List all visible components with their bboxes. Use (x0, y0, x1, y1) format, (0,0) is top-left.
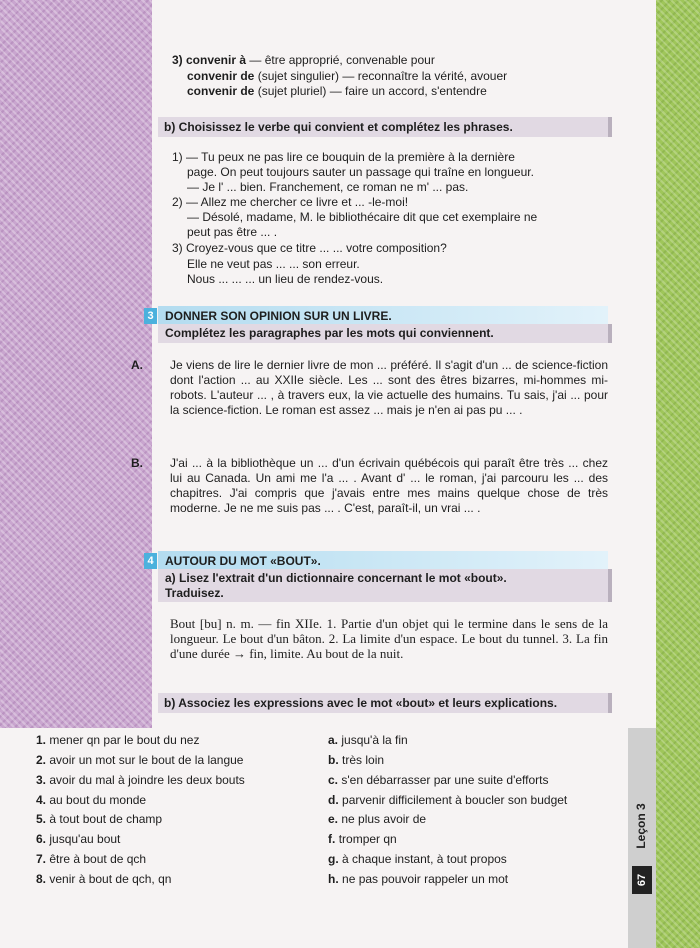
section-4-badge: 4 (144, 553, 157, 569)
dictionary-entry: Bout [bu] n. m. — fin XIIe. 1. Partie d'un objet qui le termine dans le sens de la longueur. Le bout d'un bâton. 2. La limite d'un espace. Le bout du tunnel. 3. La fin d'une durée → fin, limite. Au bout de la nuit. (170, 616, 608, 661)
section-3-badge: 3 (144, 308, 157, 324)
definition-convenir-de-singulier (187, 69, 507, 84)
exercise-b-line: — Je l' ... bien. Franchement, ce roman ne m' ... pas. (187, 180, 469, 194)
definition-convenir-de-pluriel (187, 84, 487, 99)
exercise-b-line: — Désolé, madame, M. le bibliothécaire dit que cet exemplaire ne (187, 210, 538, 224)
list-item (36, 832, 120, 847)
item-text: ne plus avoir de (341, 812, 427, 826)
item-text: très loin (342, 753, 385, 767)
item-text: jusqu'à la fin (341, 733, 408, 747)
paragraph-a-text: Je viens de lire le dernier livre de mon ... préféré. Il s'agit d'un ... de science-fiction dont l'action ... au XXIIe siècle. Les ... sont des êtres bizarres, mi-hommes mi-robots. L'auteur ... , à travers eux, la vie actuelle des humains. Tu sais, j'ai ... pour la science-fiction. Le roman est assez ... mais je n'en ai pas pu ... . (170, 358, 608, 417)
list-item (328, 733, 408, 748)
term-convenir-a: 3) convenir à (172, 53, 247, 67)
item-number: 7. (36, 852, 47, 866)
exercise-b-line: 1) — Tu peux ne pas lire ce bouquin de la première à la dernière (172, 150, 515, 164)
list-item (36, 793, 146, 808)
item-text: jusqu'au bout (49, 832, 121, 846)
item-number: 3. (36, 773, 47, 787)
item-text: au bout du monde (49, 793, 147, 807)
item-letter: h. (328, 872, 339, 886)
lesson-label: Leçon 3 (634, 803, 648, 849)
exercise-b-line: 3) Croyez-vous que ce titre ... ... votre composition? (172, 241, 447, 255)
definition-text: — être approprié, convenable pour (246, 53, 435, 67)
page-number (632, 866, 652, 894)
list-item (36, 872, 171, 887)
item-number: 5. (36, 812, 47, 826)
term-convenir-de: convenir de (187, 84, 255, 98)
list-item (36, 812, 162, 827)
item-number: 4. (36, 793, 47, 807)
definition-convenir-a (172, 53, 435, 68)
paragraph-b-text: J'ai ... à la bibliothèque un ... d'un écrivain québécois qui paraît être très ... chez lui au Canada. Un ami me l'a ... . Avant d' ... le roman, j'ai parcouru les ... des chapitres. J'ai compris que j'avais entre mes mains quelque chose de très moderne. Je ne me suis pas ... . C'est, paraît-il, un vrai ... . (170, 456, 608, 515)
item-text: à chaque instant, à tout propos (342, 852, 507, 866)
item-letter: a. (328, 733, 339, 747)
term-convenir-de: convenir de (187, 69, 255, 83)
list-item (36, 773, 245, 788)
item-number: 2. (36, 753, 47, 767)
item-text: venir à bout de qch, qn (49, 872, 172, 886)
item-letter: c. (328, 773, 339, 787)
list-item (328, 852, 507, 867)
definition-text: (sujet pluriel) — faire un accord, s'entendre (254, 84, 487, 98)
exercise-b-line: Nous ... ... ... un lieu de rendez-vous. (187, 272, 384, 286)
page-number-text: 67 (636, 873, 648, 887)
list-item (328, 832, 397, 847)
exercise-b-line: peut pas être ... . (187, 225, 278, 239)
exercise-b-line: Elle ne veut pas ... ... son erreur. (187, 257, 360, 271)
item-text: à tout bout de champ (49, 812, 163, 826)
section-4-subtitle-line1: a) Lisez l'extrait d'un dictionnaire concernant le mot «bout». (165, 571, 507, 585)
item-text: être à bout de qch (49, 852, 147, 866)
list-item (328, 872, 508, 887)
item-text: avoir un mot sur le bout de la langue (49, 753, 244, 767)
list-item (36, 753, 243, 768)
list-item (328, 773, 549, 788)
section-4-b-title: b) Associez les expressions avec le mot «bout» et leurs explications. (164, 696, 558, 710)
list-item (328, 793, 567, 808)
list-item (328, 812, 426, 827)
item-letter: b. (328, 753, 339, 767)
item-number: 1. (36, 733, 47, 747)
item-text: ne pas pouvoir rappeler un mot (342, 872, 509, 886)
exercise-b-line: page. On peut toujours sauter un passage qui traîne en longueur. (187, 165, 534, 179)
item-letter: g. (328, 852, 339, 866)
list-item (328, 753, 384, 768)
item-text: s'en débarrasser par une suite d'efforts (341, 773, 549, 787)
exercise-b-title: b) Choisissez le verbe qui convient et complétez les phrases. (164, 120, 513, 134)
exercise-b-line: 2) — Allez me chercher ce livre et ... -le-moi! (172, 195, 409, 209)
item-text: mener qn par le bout du nez (49, 733, 200, 747)
item-letter: f. (328, 832, 336, 846)
item-number: 6. (36, 832, 47, 846)
list-item (36, 852, 146, 867)
item-letter: e. (328, 812, 339, 826)
definition-text: (sujet singulier) — reconnaître la vérité, avouer (254, 69, 508, 83)
item-letter: d. (328, 793, 339, 807)
section-3-subtitle: Complétez les paragraphes par les mots qui conviennent. (165, 326, 494, 340)
item-number: 8. (36, 872, 47, 886)
item-text: tromper qn (338, 832, 397, 846)
paragraph-b-label: B. (131, 456, 143, 470)
paragraph-a-label: A. (131, 358, 143, 372)
section-4-subtitle-line2: Traduisez. (165, 586, 224, 600)
list-item (36, 733, 199, 748)
decorative-right-band (656, 0, 700, 948)
item-text: avoir du mal à joindre les deux bouts (49, 773, 245, 787)
item-text: parvenir difficilement à boucler son budget (342, 793, 568, 807)
section-4-title: AUTOUR DU MOT «BOUT». (165, 554, 321, 568)
section-3-title: DONNER SON OPINION SUR UN LIVRE. (165, 309, 392, 323)
